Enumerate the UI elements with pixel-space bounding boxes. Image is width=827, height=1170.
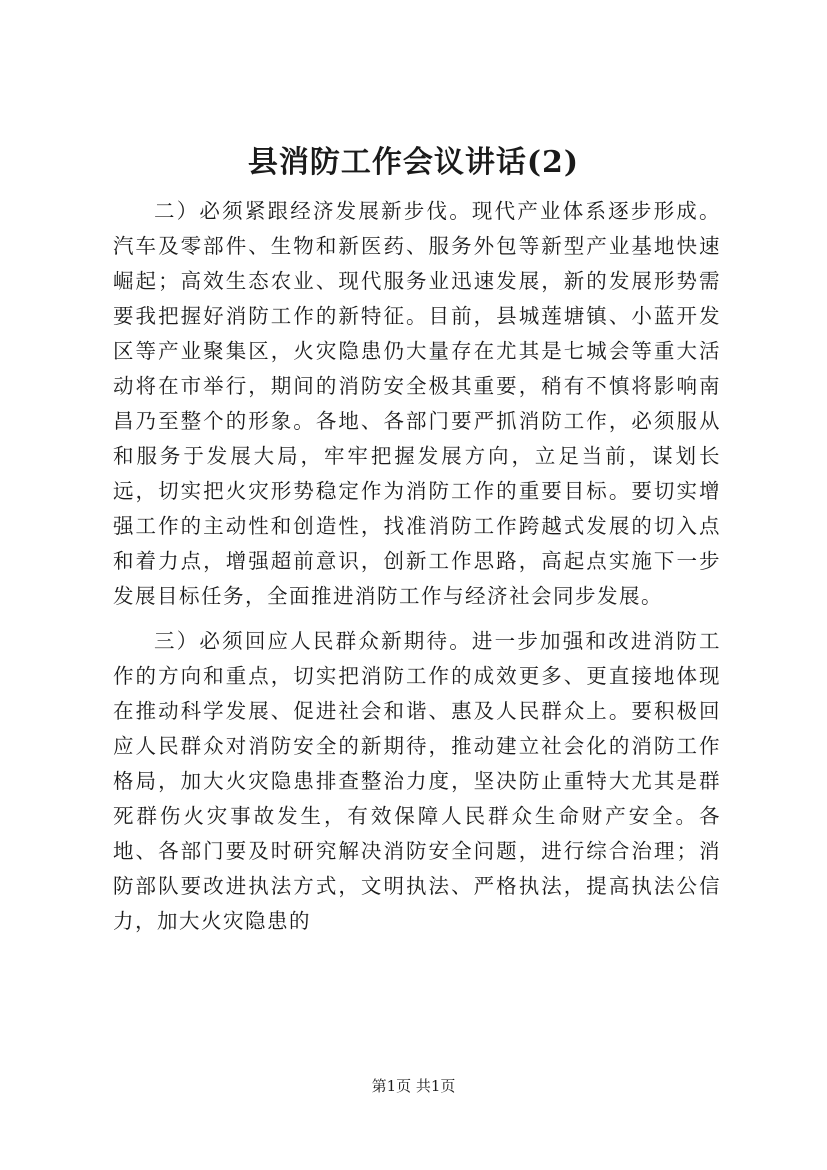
paragraph: 三）必须回应人民群众新期待。进一步加强和改进消防工作的方向和重点，切实把消防工作的成效更多、更直接地体现在推动科学发展、促进社会和谐、惠及人民群众上。要积极回应人民群众对消防安全的新期待，推动建立社会化的消防工作格局，加大火灾隐患排查整治力度，坚决防止重特大尤其是群死群伤火灾事故发生，有效保障人民群众生命财产安全。各地、各部门要及时研究解决消防安全问题，进行综合治理；消防部队要改进执法方式，文明执法、严格执法，提高执法公信力，加大火灾隐患的 (113, 629, 721, 933)
document-body (113, 194, 721, 939)
document-title: 县消防工作会议讲话(2) (247, 145, 580, 180)
page-number-footer: 第1页 共1页 (371, 1077, 456, 1095)
paragraph: 二）必须紧跟经济发展新步伐。现代产业体系逐步形成。汽车及零部件、生物和新医药、服务外包等新型产业基地快速崛起；高效生态农业、现代服务业迅速发展，新的发展形势需要我把握好消防工作的新特征。目前，县城莲塘镇、小蓝开发区等产业聚集区，火灾隐患仍大量存在尤其是七城会等重大活动将在市举行，期间的消防安全极其重要，稍有不慎将影响南昌乃至整个的形象。各地、各部门要严抓消防工作，必须服从和服务于发展大局，牢牢把握发展方向，立足当前，谋划长远，切实把火灾形势稳定作为消防工作的重要目标。要切实增强工作的主动性和创造性，找准消防工作跨越式发展的切入点和着力点，增强超前意识，创新工作思路，高起点实施下一步发展目标任务，全面推进消防工作与经济社会同步发展。 (113, 199, 721, 608)
